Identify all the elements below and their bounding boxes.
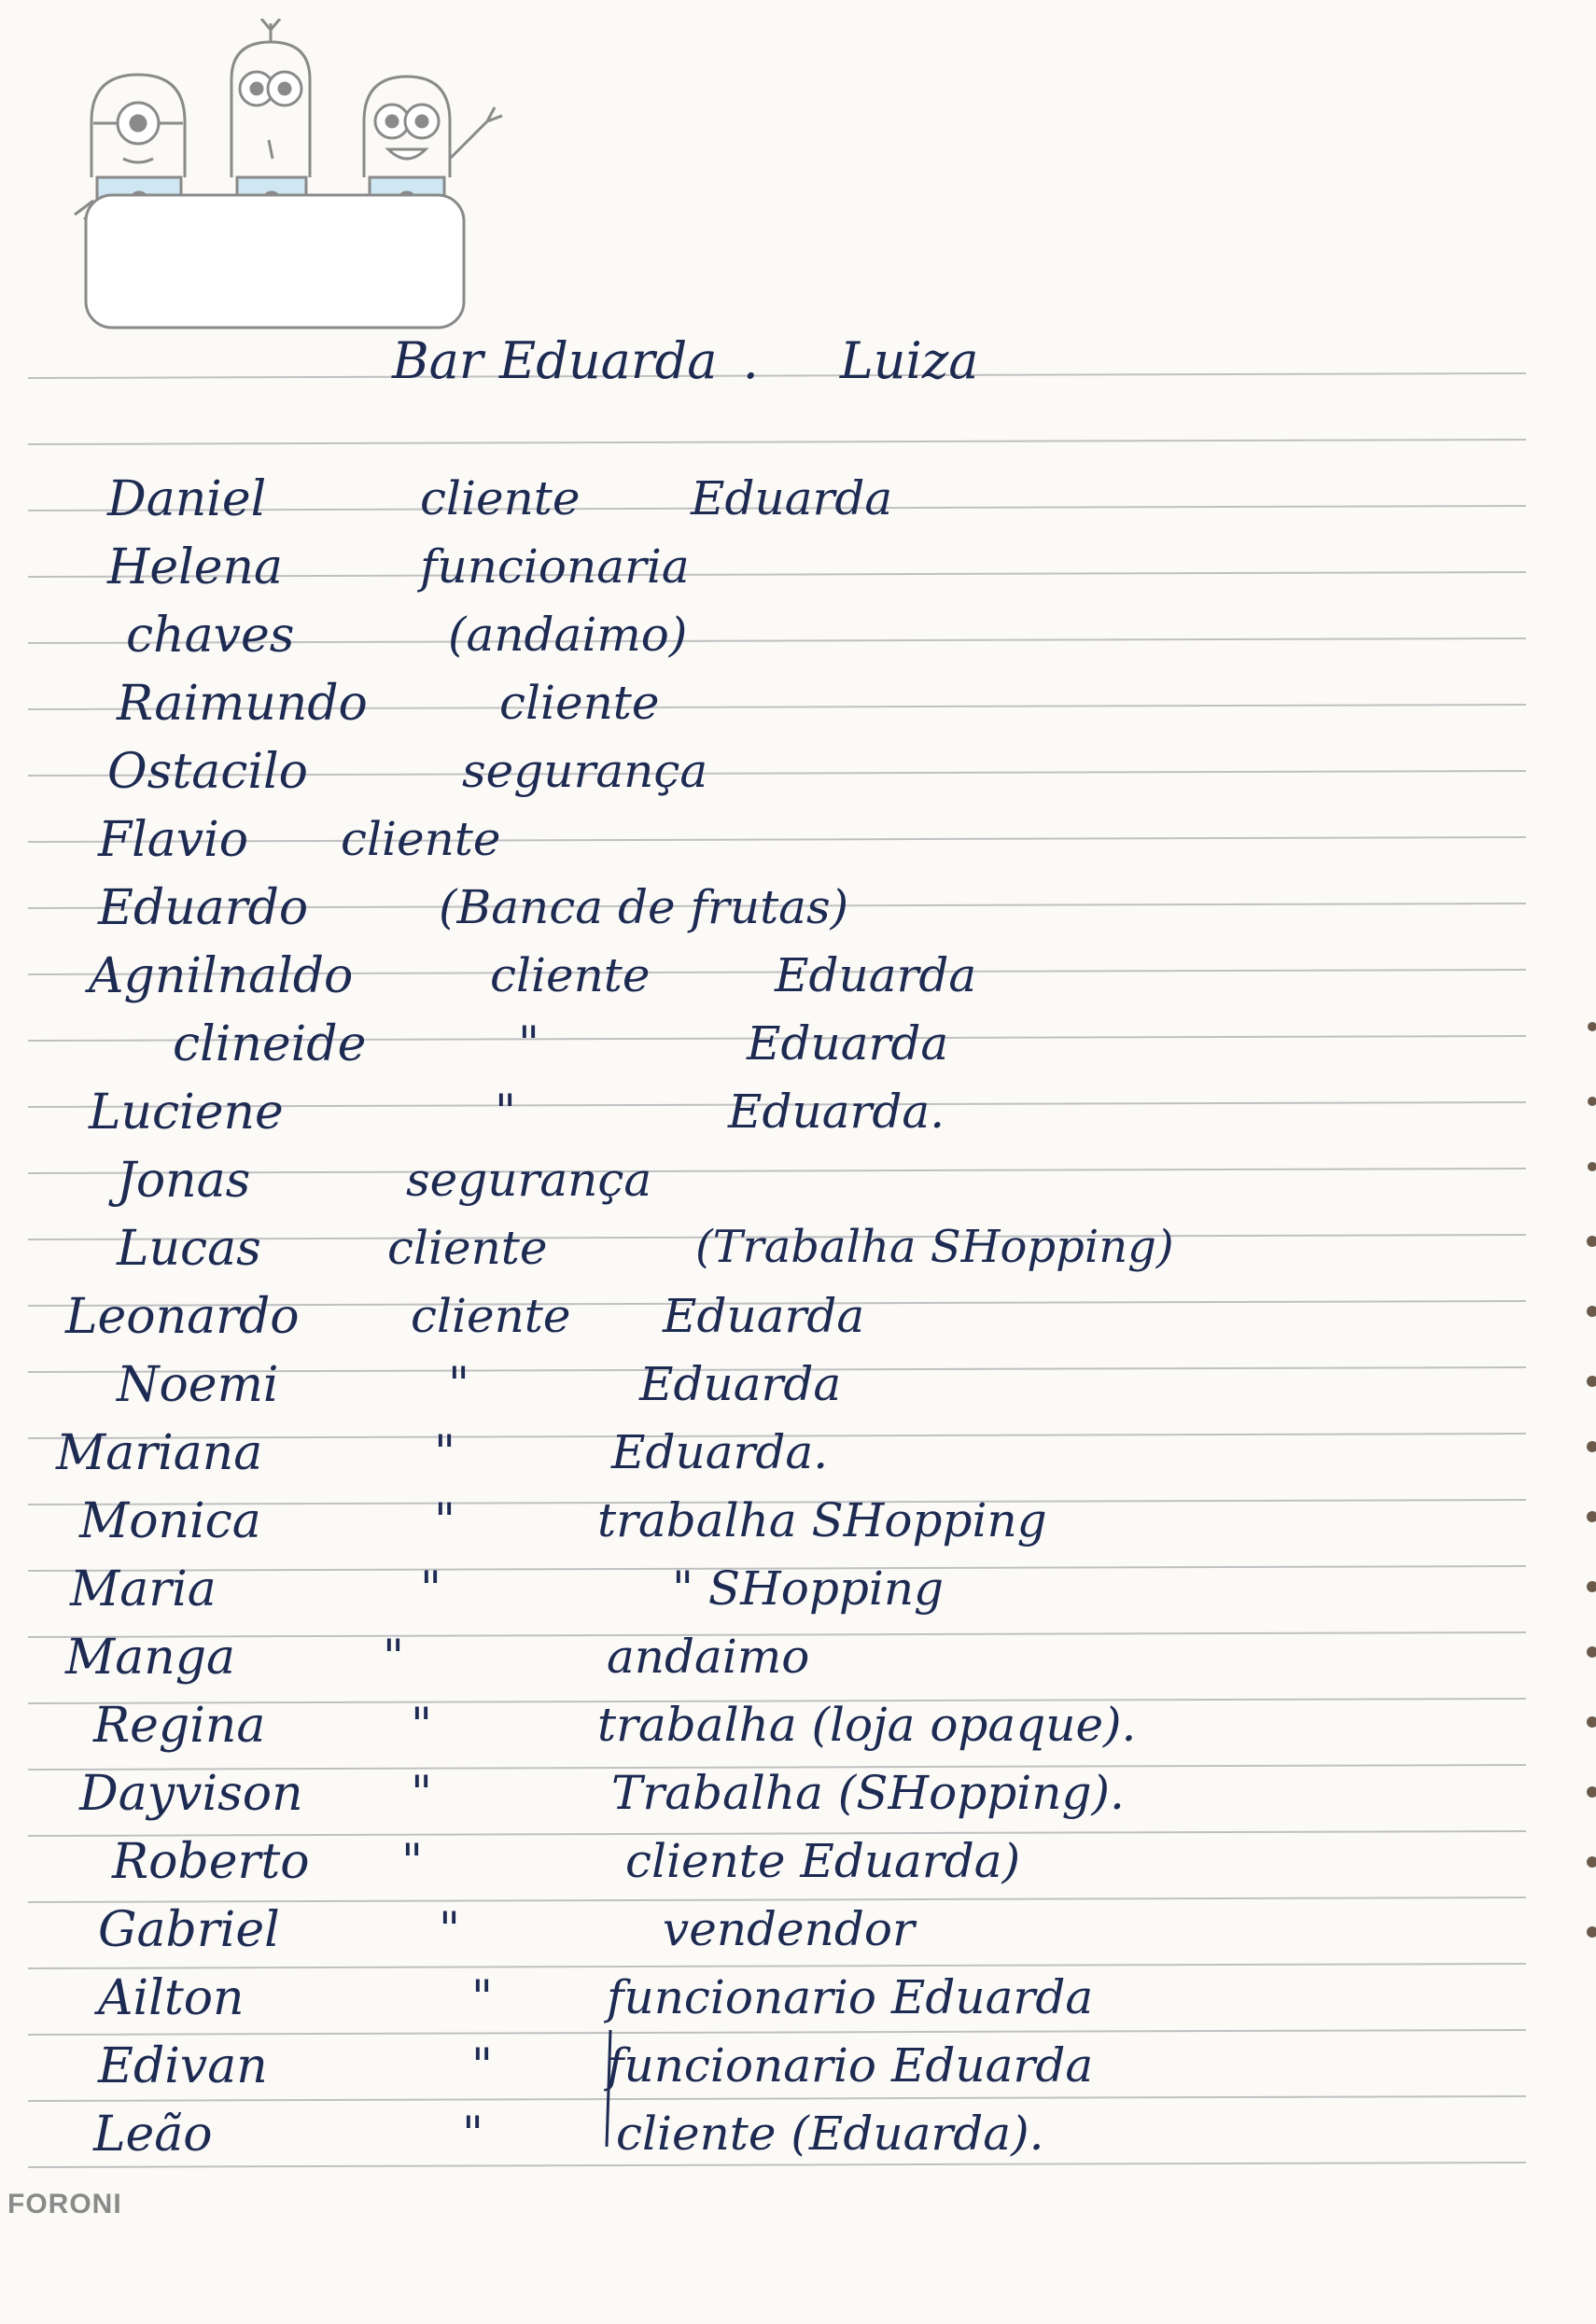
entry-note: trabalha SHopping <box>597 1493 1047 1547</box>
list-item <box>0 539 1596 605</box>
entry-note: Eduarda <box>775 948 977 1002</box>
entry-note: trabalha (loja opaque). <box>597 1698 1137 1752</box>
entry-role: segurança <box>406 1153 652 1207</box>
entry-note: andaimo <box>607 1630 810 1684</box>
list-item <box>0 2107 1596 2172</box>
entry-role: " <box>383 1630 404 1684</box>
entry-name: Dayvison <box>79 1766 303 1822</box>
entry-name: Monica <box>79 1493 261 1549</box>
entry-name: Noemi <box>117 1357 279 1413</box>
title-separator: . <box>742 331 759 390</box>
entry-note: Eduarda <box>663 1289 865 1343</box>
entry-role: cliente <box>499 676 660 730</box>
list-item <box>0 1357 1596 1422</box>
entry-name: Edivan <box>98 2038 268 2094</box>
entry-role: (Banca de frutas) <box>439 880 849 934</box>
list-item <box>0 1698 1596 1763</box>
list-item <box>0 1834 1596 1899</box>
entry-note: cliente Eduarda) <box>625 1834 1021 1888</box>
list-item <box>0 608 1596 673</box>
entry-name: Jonas <box>117 1153 251 1209</box>
entry-name: chaves <box>126 608 295 664</box>
title-left: Bar Eduarda <box>392 331 718 390</box>
brand-logo: FORONI <box>7 2189 122 2219</box>
entry-note: Trabalha (SHopping). <box>611 1766 1125 1820</box>
list-item <box>0 1902 1596 1967</box>
list-item <box>0 1221 1596 1286</box>
entry-name: Raimundo <box>117 676 368 732</box>
list-item <box>0 744 1596 809</box>
entry-note: (Trabalha SHopping) <box>695 1221 1174 1273</box>
page-title <box>392 331 978 390</box>
entry-name: Gabriel <box>98 1902 280 1958</box>
entry-name: Helena <box>107 539 284 595</box>
entry-name: Daniel <box>107 471 267 527</box>
entry-note: Eduarda. <box>611 1425 829 1479</box>
list-item <box>0 1561 1596 1627</box>
list-item <box>0 1016 1596 1082</box>
entry-note: funcionario Eduarda <box>607 1970 1094 2024</box>
entry-name: Leão <box>93 2107 213 2163</box>
list-item <box>0 1766 1596 1831</box>
entry-role: cliente <box>420 471 581 525</box>
entry-role: " <box>420 1561 441 1616</box>
entry-role: " <box>518 1016 539 1071</box>
entry-name: Roberto <box>112 1834 310 1890</box>
list-item <box>0 812 1596 877</box>
entry-note: funcionario Eduarda <box>607 2038 1094 2093</box>
entry-name: Mariana <box>56 1425 263 1481</box>
entry-name: Ailton <box>98 1970 245 2026</box>
list-item <box>0 1425 1596 1491</box>
entry-name: Ostacilo <box>107 744 308 800</box>
name-label-box <box>82 191 474 336</box>
entry-name: Luciene <box>89 1085 284 1141</box>
list-item <box>0 1289 1596 1354</box>
entry-role: " <box>434 1425 455 1479</box>
pen-stroke <box>597 2030 625 2151</box>
list-item <box>0 2038 1596 2104</box>
entry-role: funcionaria <box>420 539 690 594</box>
title-right: Luiza <box>839 331 979 390</box>
list-item <box>0 1085 1596 1150</box>
entry-note: Eduarda <box>691 471 893 525</box>
entry-role: cliente <box>387 1221 548 1275</box>
entry-role: " <box>439 1902 460 1956</box>
list-item <box>0 880 1596 945</box>
entry-role: " <box>401 1834 423 1888</box>
list-item <box>0 676 1596 741</box>
entry-name: Lucas <box>117 1221 261 1277</box>
entry-note: vendendor <box>663 1902 915 1956</box>
entry-role: segurança <box>462 744 708 798</box>
list-item <box>0 1970 1596 2036</box>
entry-note: Eduarda. <box>728 1085 945 1139</box>
entry-name: clineide <box>173 1016 367 1072</box>
list-item <box>0 1630 1596 1695</box>
entry-role: cliente <box>411 1289 571 1343</box>
entry-role: " <box>495 1085 516 1139</box>
list-item <box>0 1153 1596 1218</box>
list-item <box>0 471 1596 537</box>
entry-role: " <box>411 1766 432 1820</box>
entry-role: " <box>462 2107 483 2161</box>
entry-role: cliente <box>490 948 651 1002</box>
entry-role: " <box>471 1970 493 2024</box>
list-item <box>0 1493 1596 1559</box>
entry-name: Maria <box>70 1561 217 1617</box>
entry-name: Flavio <box>98 812 249 868</box>
entry-name: Manga <box>65 1630 236 1686</box>
entry-name: Leonardo <box>65 1289 300 1345</box>
list-item <box>0 948 1596 1014</box>
entry-note: " SHopping <box>672 1561 945 1616</box>
entry-role: (andaimo) <box>448 608 688 662</box>
entry-note: cliente (Eduarda). <box>616 2107 1044 2161</box>
entry-role: " <box>448 1357 469 1411</box>
entry-role: " <box>434 1493 455 1547</box>
entry-name: Agnilnaldo <box>89 948 354 1004</box>
entry-role: " <box>471 2038 493 2093</box>
entry-role: cliente <box>341 812 501 866</box>
entry-note: Eduarda <box>747 1016 949 1071</box>
entry-name: Regina <box>93 1698 266 1754</box>
entry-note: Eduarda <box>639 1357 842 1411</box>
entry-name: Eduardo <box>98 880 309 936</box>
entry-role: " <box>411 1698 432 1752</box>
